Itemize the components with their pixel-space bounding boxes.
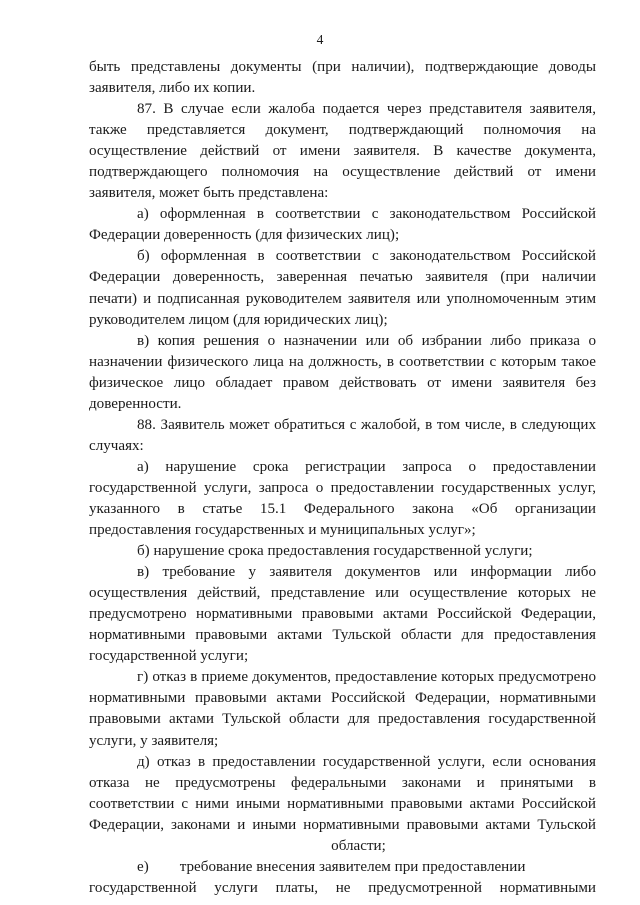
text-line: нормативными правовыми актами Российской Федерации, нормативными <box>89 690 596 707</box>
paragraph-87-start: 87. В случае если жалоба подается через представителя заявителя, <box>137 101 596 118</box>
text-line: случаях: <box>89 437 144 454</box>
item-87-b: б) оформленная в соответствии с законодательством Российской <box>137 248 596 265</box>
text-line: быть представлены документы (при наличии), подтверждающие доводы <box>89 59 596 75</box>
item-88-g: г) отказ в приеме документов, предоставление которых предусмотрено <box>137 669 596 686</box>
text-line: также представляется документ, подтверждающий полномочия на <box>89 122 596 139</box>
paragraph-88-start: 88. Заявитель может обратиться с жалобой, в том числе, в следующих <box>137 416 596 433</box>
text-line: государственной услуги платы, не предусмотренной нормативными <box>89 879 596 896</box>
item-88-e-marker: е) <box>137 858 149 875</box>
text-line: руководителем лицом (для юридических лиц); <box>89 311 388 328</box>
text-line: осуществление действий от имени заявителя. В качестве документа, <box>89 143 596 160</box>
item-88-e-text: требование внесения заявителем при предоставлении <box>179 858 526 875</box>
text-line: печати) и подписанная руководителем заявителя или уполномоченным этим <box>89 290 596 307</box>
text-line: области; <box>331 837 386 854</box>
text-line: подтверждающего полномочия на осуществление действий от имени <box>89 164 596 181</box>
item-88-e <box>89 857 596 878</box>
item-88-a: а) нарушение срока регистрации запроса о предоставлении <box>137 458 596 475</box>
text-line: указанного в статье 15.1 Федерального закона «Об организации <box>89 500 596 517</box>
text-line: отказа не предусмотрены федеральными законами и принятыми в <box>89 774 596 791</box>
text-line: доверенности. <box>89 395 182 412</box>
text-line: нормативными правовыми актами Тульской области для предоставления <box>89 627 596 644</box>
item-88-v: в) требование у заявителя документов или информации либо <box>137 564 596 581</box>
text-line: Федерации, законами и иными нормативными правовыми актами Тульской <box>89 816 596 833</box>
text-line: государственной услуги; <box>89 648 249 665</box>
text-line: государственной услуги, запроса о предоставлении государственных услуг, <box>89 479 596 496</box>
text-line: назначении физического лица на должность, в соответствии с которым такое <box>89 353 596 370</box>
item-88-b: б) нарушение срока предоставления государственной услуги; <box>137 543 533 560</box>
text-line: Федерации доверенность, заверенная печатью заявителя (при наличии <box>89 269 596 286</box>
text-line: услуги, у заявителя; <box>89 732 219 749</box>
item-87-v: в) копия решения о назначении или об избрании либо приказа о <box>137 332 596 349</box>
page-number: 4 <box>316 32 324 47</box>
text-line: соответствии с ними иными нормативными правовыми актами Российской <box>89 795 596 812</box>
text-line: предусмотрено нормативными правовыми актами Российской Федерации, <box>89 606 596 623</box>
text-line: Федерации доверенность (для физических лиц); <box>89 227 400 244</box>
text-line: правовыми актами Тульской области для предоставления государственной <box>89 711 596 728</box>
document-body <box>89 57 596 899</box>
text-line: предоставления государственных и муниципальных услуг»; <box>89 522 476 539</box>
item-88-d: д) отказ в предоставлении государственной услуги, если основания <box>137 753 596 770</box>
text-line: осуществления действий, представление или осуществление которых не <box>89 585 596 602</box>
text-line: заявителя, либо их копии. <box>89 80 256 97</box>
text-line: физическое лицо обладает правом действовать от имени заявителя без <box>89 374 596 391</box>
item-87-a: а) оформленная в соответствии с законодательством Российской <box>137 206 596 223</box>
text-line: заявителя, может быть представлена: <box>89 185 329 202</box>
